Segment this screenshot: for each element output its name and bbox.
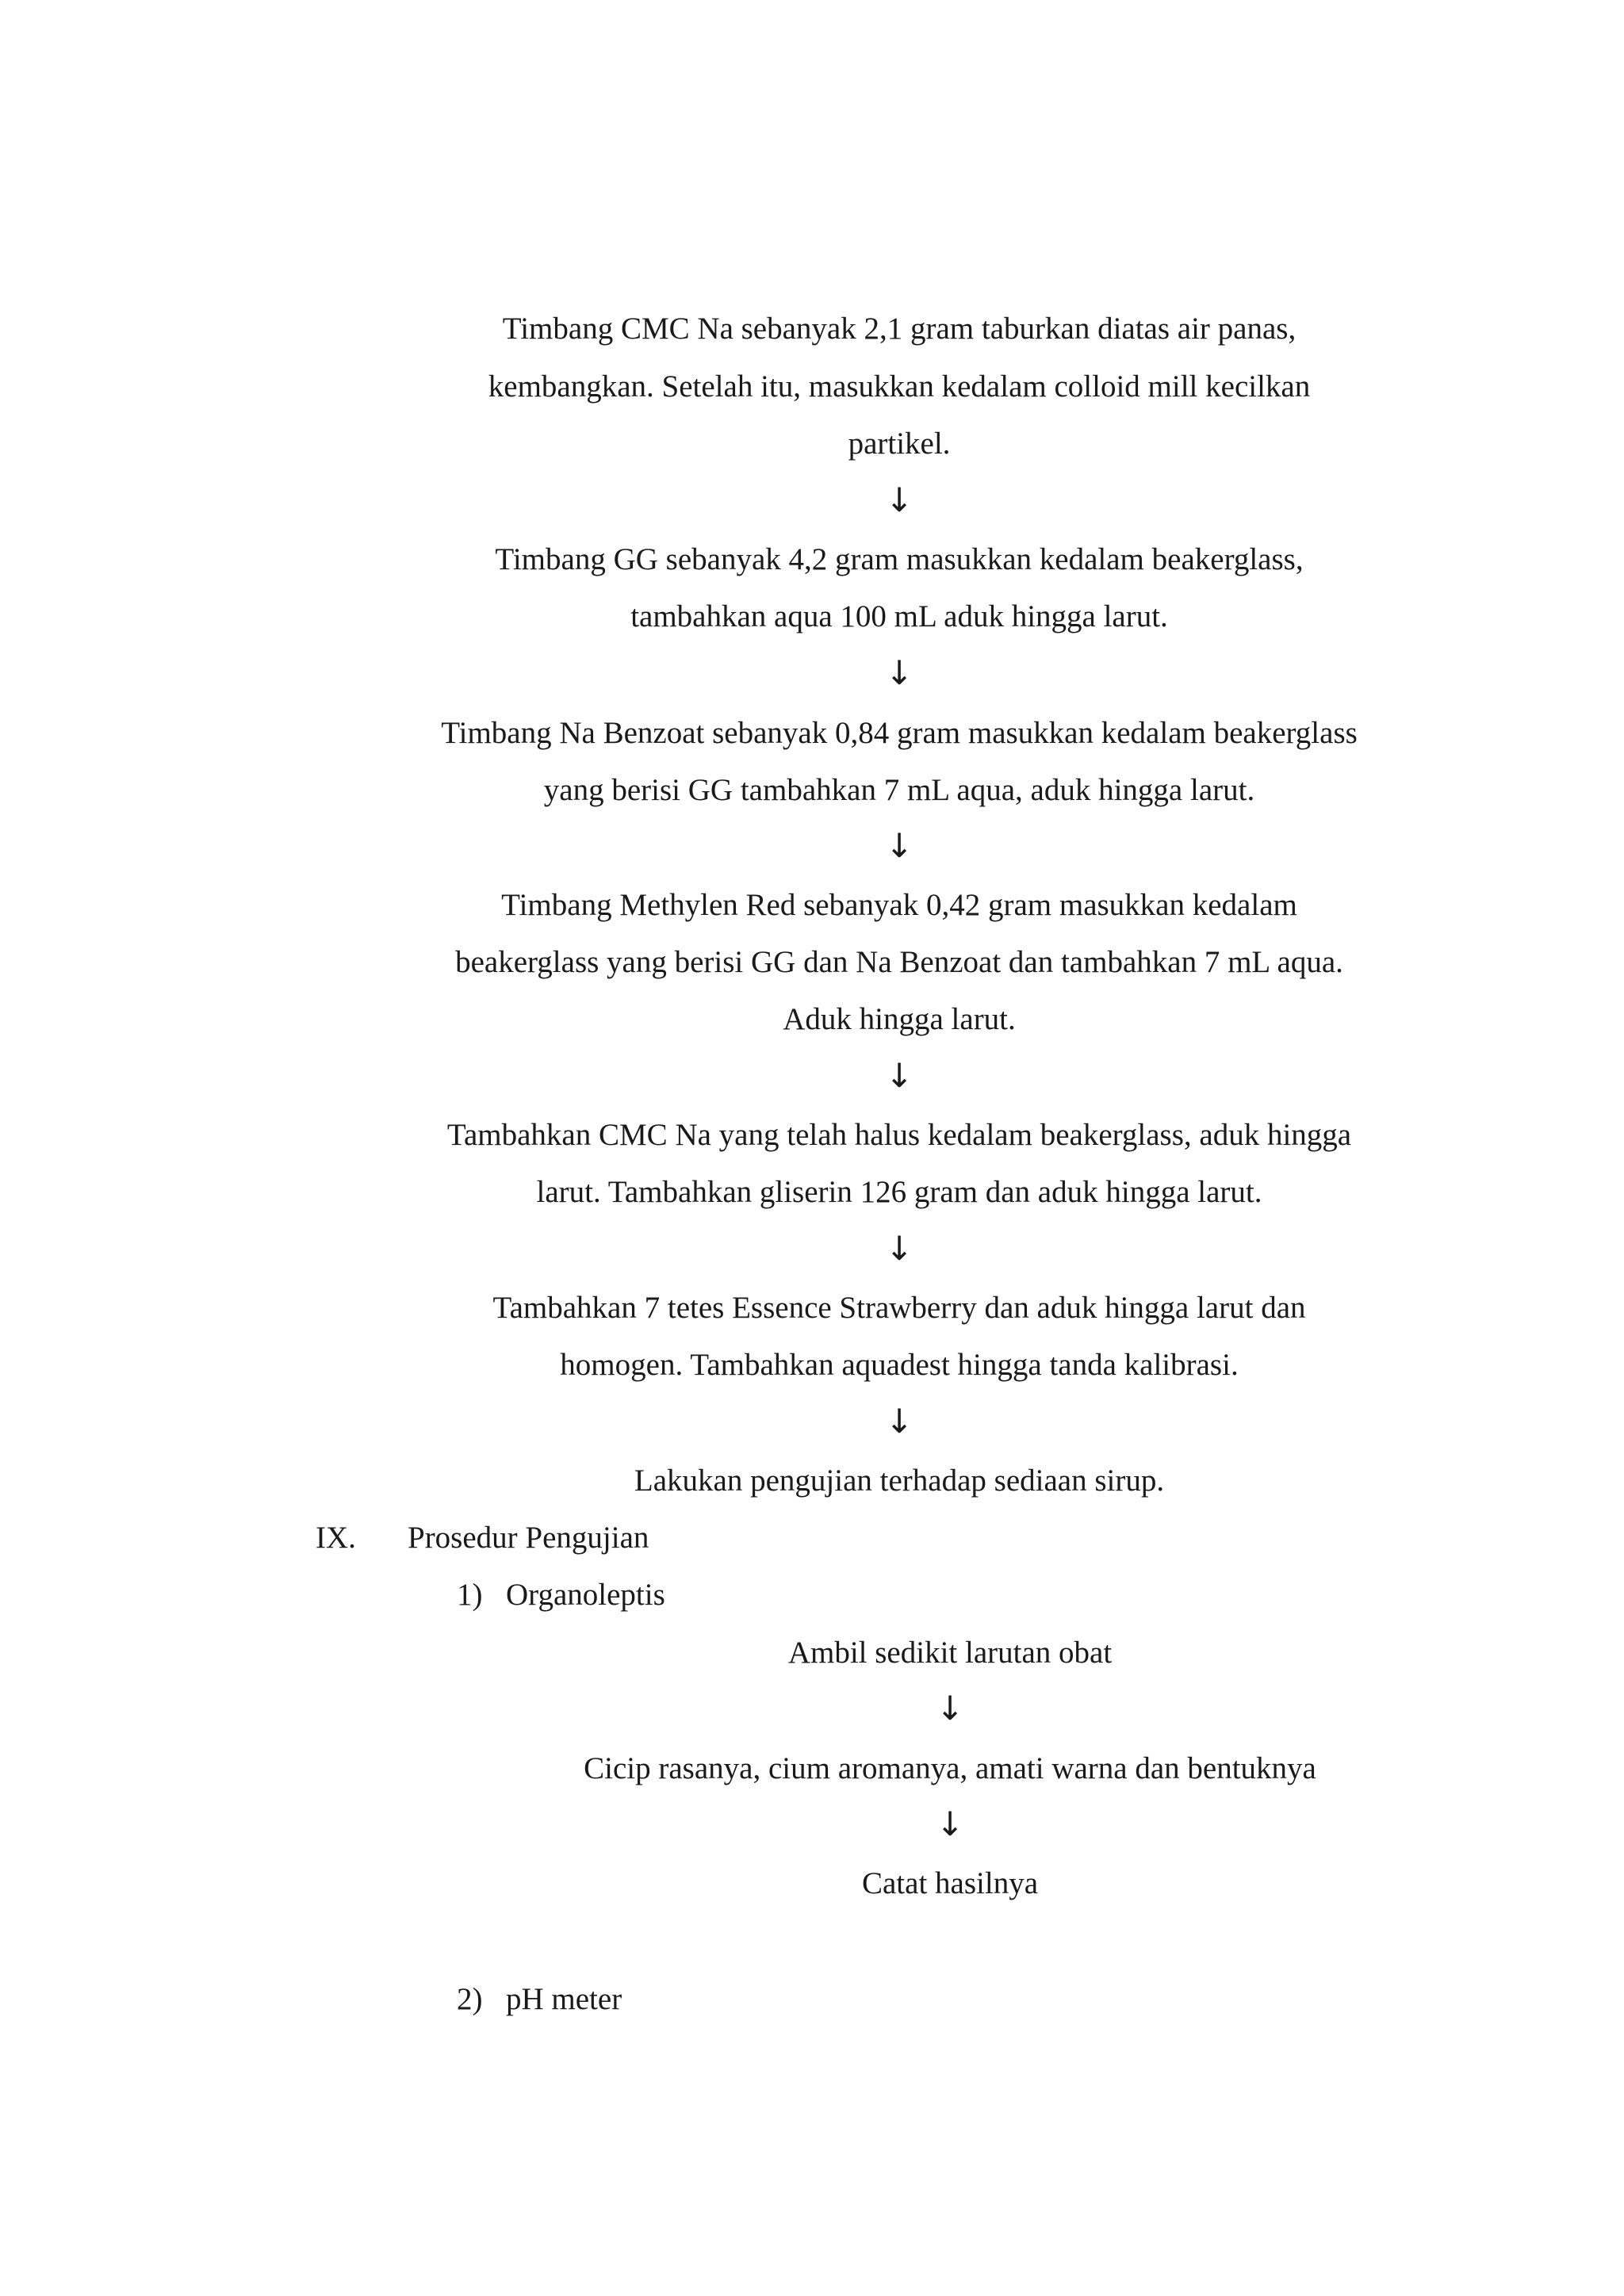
down-arrow-icon: ↓ — [885, 1402, 914, 1441]
down-arrow-icon: ↓ — [885, 1056, 914, 1095]
flow-step-3-line-1: Timbang Na Benzoat sebanyak 0,84 gram masukkan kedalam beakerglass — [441, 716, 1358, 750]
subsection-number: 1) — [457, 1578, 483, 1612]
flow-step-4-line-3: Aduk hingga larut. — [783, 1002, 1016, 1036]
flow-step-6-line-2: homogen. Tambahkan aquadest hingga tanda kalibrasi. — [560, 1348, 1239, 1382]
flow-step-4-line-1: Timbang Methylen Red sebanyak 0,42 gram masukkan kedalam — [501, 888, 1297, 922]
flow-step-1-line-3: partikel. — [848, 427, 951, 461]
flow-step-5-line-1: Tambahkan CMC Na yang telah halus kedalam beakerglass, aduk hingga — [446, 1118, 1352, 1152]
down-arrow-icon: ↓ — [885, 826, 914, 865]
down-arrow-icon: ↓ — [885, 653, 914, 692]
section-title: Prosedur Pengujian — [408, 1521, 649, 1555]
flow-step-1-line-2: kembangkan. Setelah itu, masukkan kedalam colloid mill kecilkan — [488, 369, 1311, 404]
flow-step-4-line-2: beakerglass yang berisi GG dan Na Benzoat dan tambahkan 7 mL aqua. — [455, 945, 1343, 979]
flow-step-6-line-1: Tambahkan 7 tetes Essence Strawberry dan aduk hingga larut dan — [492, 1291, 1306, 1325]
down-arrow-icon: ↓ — [936, 1689, 964, 1728]
organoleptis-step-3: Catat hasilnya — [861, 1866, 1039, 1900]
flow-step-5-line-2: larut. Tambahkan gliserin 126 gram dan aduk hingga larut. — [536, 1175, 1262, 1209]
section-number: IX. — [316, 1521, 356, 1555]
flow-step-2-line-2: tambahkan aqua 100 mL aduk hingga larut. — [630, 599, 1168, 633]
flow-step-3-line-2: yang berisi GG tambahkan 7 mL aqua, aduk hingga larut. — [543, 773, 1255, 807]
subsection-title: Organoleptis — [506, 1578, 665, 1612]
organoleptis-step-1: Ambil sedikit larutan obat — [787, 1636, 1113, 1670]
flow-step-2-line-1: Timbang GG sebanyak 4,2 gram masukkan kedalam beakerglass, — [495, 542, 1304, 576]
down-arrow-icon: ↓ — [885, 480, 914, 519]
subsection-title: pH meter — [506, 1982, 622, 2016]
subsection-number: 2) — [457, 1982, 483, 2016]
down-arrow-icon: ↓ — [885, 1229, 914, 1268]
flow-step-1-line-1: Timbang CMC Na sebanyak 2,1 gram taburkan diatas air panas, — [502, 312, 1297, 346]
flow-step-7-line-1: Lakukan pengujian terhadap sediaan sirup. — [634, 1464, 1165, 1498]
organoleptis-step-2: Cicip rasanya, cium aromanya, amati warna dan bentuknya — [584, 1751, 1316, 1785]
down-arrow-icon: ↓ — [936, 1804, 964, 1843]
